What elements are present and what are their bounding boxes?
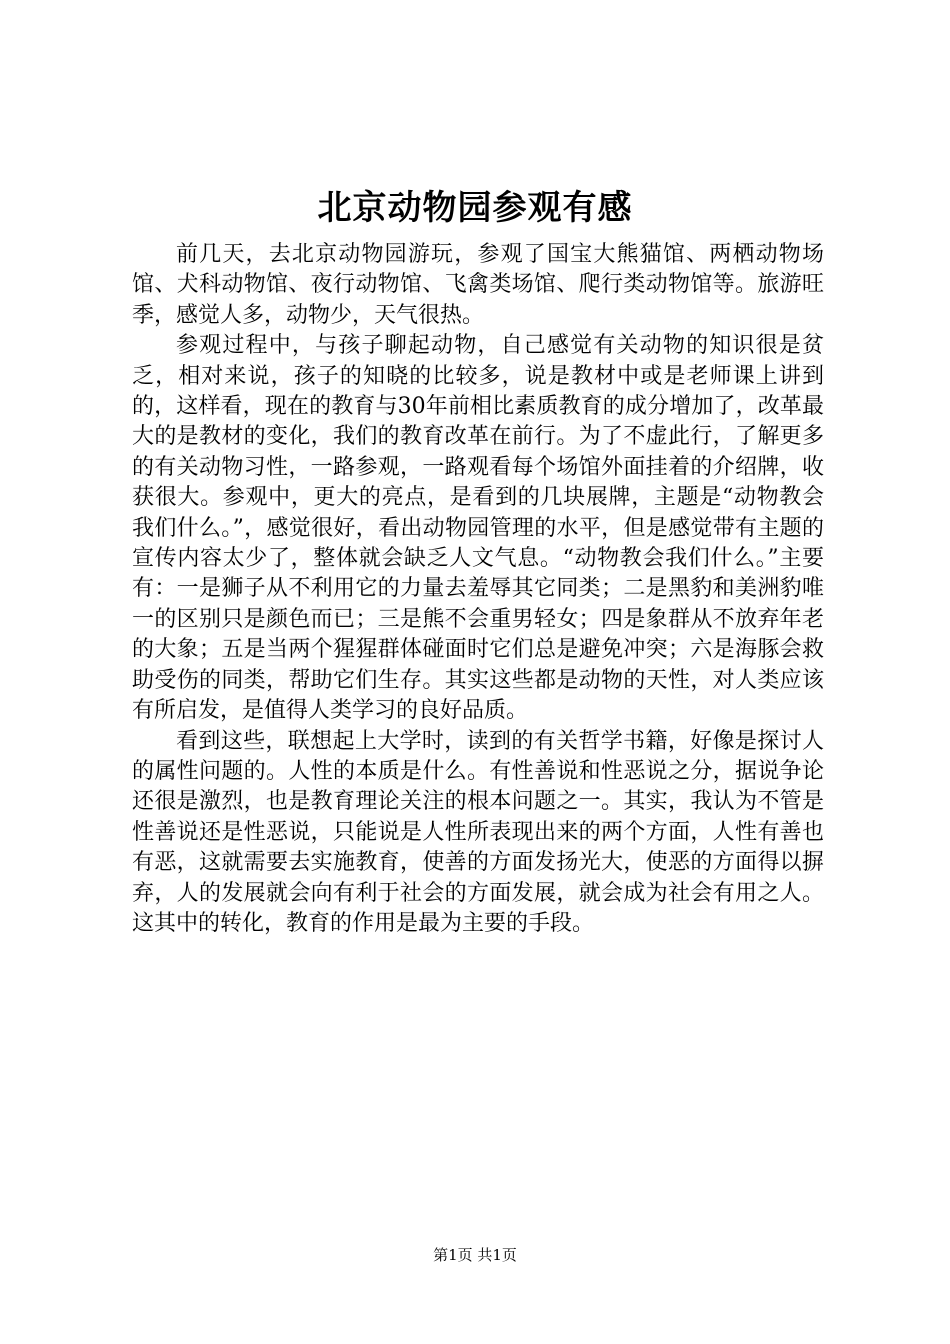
paragraph-1: 前几天，去北京动物园游玩，参观了国宝大熊猫馆、两栖动物场馆、犬科动物馆、夜行动物馆、飞禽类场馆、爬行类动物馆等。旅游旺季，感觉人多，动物少，天气很热。 (132, 242, 824, 328)
paragraph-2: 参观过程中，与孩子聊起动物，自己感觉有关动物的知识很是贫乏，相对来说，孩子的知晓的比较多，说是教材中或是老师课上讲到的，这样看，现在的教育与30年前相比素质教育的成分增加了，改革最大的是教材的变化，我们的教育改革在前行。为了不虚此行，了解更多的有关动物习性，一路参观，一路观看每个场馆外面挂着的介绍牌，收获很大。参观中，更大的亮点，是看到的几块展牌，主题是“动物教会我们什么。”，感觉很好，看出动物园管理的水平，但是感觉带有主题的宣传内容太少了，整体就会缺乏人文气息。“动物教会我们什么。”主要有：一是狮子从不利用它的力量去羞辱其它同类；二是黑豹和美洲豹唯一的区别只是颜色而已；三是熊不会重男轻女；四是象群从不放弃年老的大象；五是当两个猩猩群体碰面时它们总是避免冲突；六是海豚会救助受伤的同类，帮助它们生存。其实这些都是动物的天性，对人类应该有所启发，是值得人类学习的良好品质。 (132, 333, 824, 724)
page-footer: 第1页 共1页 (433, 1246, 517, 1264)
document-title: 北京动物园参观有感 (317, 188, 633, 228)
paragraph-3: 看到这些，联想起上大学时，读到的有关哲学书籍，好像是探讨人的属性问题的。人性的本质是什么。有性善说和性恶说之分，据说争论还很是激烈，也是教育理论关注的根本问题之一。其实，我认为不管是性善说还是性恶说，只能说是人性所表现出来的两个方面，人性有善也有恶，这就需要去实施教育，使善的方面发扬光大，使恶的方面得以摒弃，人的发展就会向有利于社会的方面发展，就会成为社会有用之人。这其中的转化，教育的作用是最为主要的手段。 (132, 728, 824, 936)
document-body (132, 240, 824, 939)
